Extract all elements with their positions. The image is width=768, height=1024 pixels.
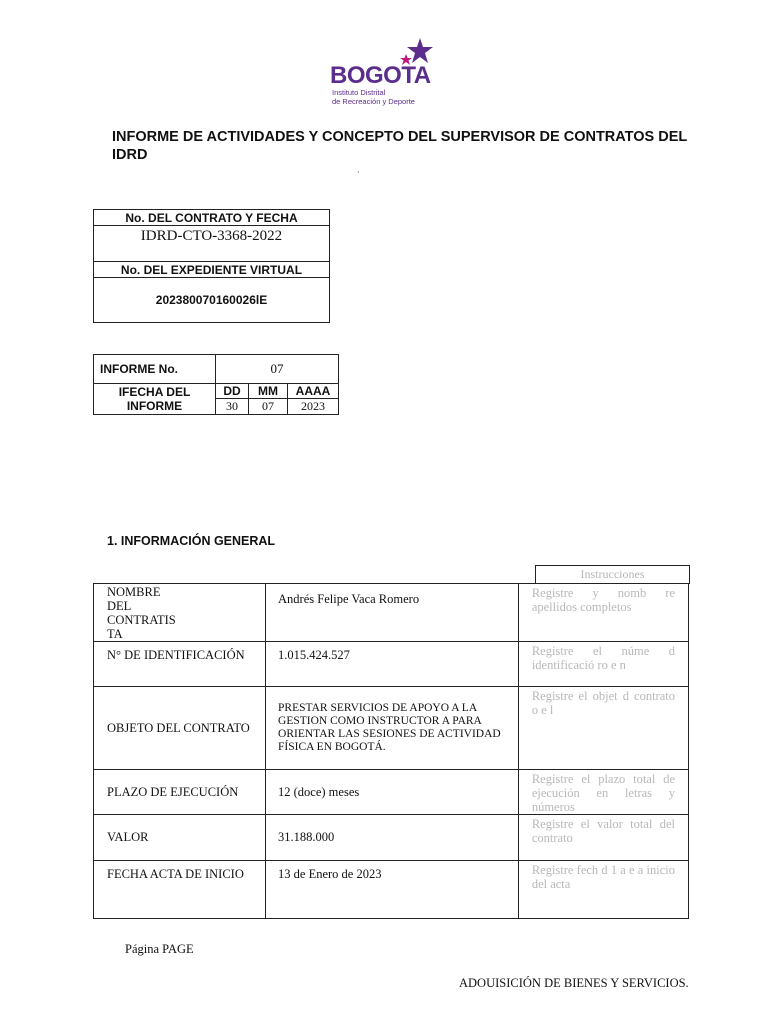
instructions-header: Instrucciones: [535, 565, 690, 584]
label-line: NOMBRE: [107, 584, 161, 599]
contract-number: IDRD-CTO-3368-2022: [94, 226, 330, 262]
expediente-header: No. DEL EXPEDIENTE VIRTUAL: [94, 262, 330, 278]
date-day: 30: [216, 399, 249, 415]
row-value: 13 de Enero de 2023: [266, 861, 519, 919]
logo-wordmark: BOGOTA: [330, 62, 431, 89]
row-value: 1.015.424.527: [266, 642, 519, 687]
label-line: CONTRATIS: [107, 612, 176, 627]
row-value: Andrés Felipe Vaca Romero: [266, 584, 519, 642]
idrd-logo: [328, 36, 438, 108]
table-row: [94, 770, 689, 815]
table-row: [94, 861, 689, 919]
date-year: 2023: [288, 399, 339, 415]
report-box: [93, 354, 339, 415]
logo-subtitle-1: Instituto Distrital: [332, 88, 386, 97]
row-value: PRESTAR SERVICIOS DE APOYO A LA GESTION COMO INSTRUCTOR A PARA ORIENTAR LAS SESIONES DE ACTIVIDAD FÍSICA EN BOGOTÁ.: [266, 687, 519, 770]
table-row: [94, 687, 689, 770]
fecha-label-line1: IFECHA DEL: [118, 385, 191, 399]
table-row: [94, 584, 689, 642]
table-row: [94, 815, 689, 861]
row-instruction: Registre el valor total del contrato: [518, 815, 688, 861]
table-row: [94, 642, 689, 687]
row-label: N° DE IDENTIFICACIÓN: [94, 642, 266, 687]
informe-label: INFORME No.: [94, 355, 216, 384]
stray-mark: ·: [357, 168, 360, 177]
label-line: TA: [107, 626, 123, 641]
page-number: Página PAGE: [125, 942, 194, 956]
row-instruction: Registre el núme d identificació ro e n: [518, 642, 688, 687]
fecha-label-line2: INFORME: [126, 399, 183, 413]
row-value: 31.188.000: [266, 815, 519, 861]
label-line: DEL: [107, 598, 132, 613]
row-instruction: Registre el plazo total de ejecución en letras y números: [518, 770, 688, 815]
row-instruction: Registre el objet d contrato o e l: [518, 687, 688, 770]
row-instruction: Registre fech d 1 a e a inicio del acta: [518, 861, 688, 919]
row-label: FECHA ACTA DE INICIO: [94, 861, 266, 919]
date-month: 07: [249, 399, 288, 415]
contract-header: No. DEL CONTRATO Y FECHA: [94, 210, 330, 226]
row-value: 12 (doce) meses: [266, 770, 519, 815]
row-instruction: Registre y nomb re apellidos completos: [518, 584, 688, 642]
row-label: VALOR: [94, 815, 266, 861]
informe-number: 07: [216, 355, 339, 384]
col-mm: MM: [249, 384, 288, 399]
row-label: PLAZO DE EJECUCIÓN: [94, 770, 266, 815]
fecha-label: [94, 384, 216, 415]
section-title: 1. INFORMACIÓN GENERAL: [107, 534, 276, 548]
col-dd: DD: [216, 384, 249, 399]
expediente-number: 202380070160026lE: [94, 278, 330, 323]
document-title: INFORME DE ACTIVIDADES Y CONCEPTO DEL SUPERVISOR DE CONTRATOS DEL IDRD: [112, 129, 687, 163]
row-label: OBJETO DEL CONTRATO: [94, 687, 266, 770]
contract-box: [93, 209, 330, 323]
row-label: [94, 584, 266, 642]
logo-subtitle-2: de Recreación y Deporte: [332, 97, 415, 106]
general-info-table: [93, 583, 689, 919]
col-aaaa: AAAA: [288, 384, 339, 399]
footer-text: ADOUISICIÓN DE BIENES Y SERVICIOS.: [459, 976, 689, 990]
